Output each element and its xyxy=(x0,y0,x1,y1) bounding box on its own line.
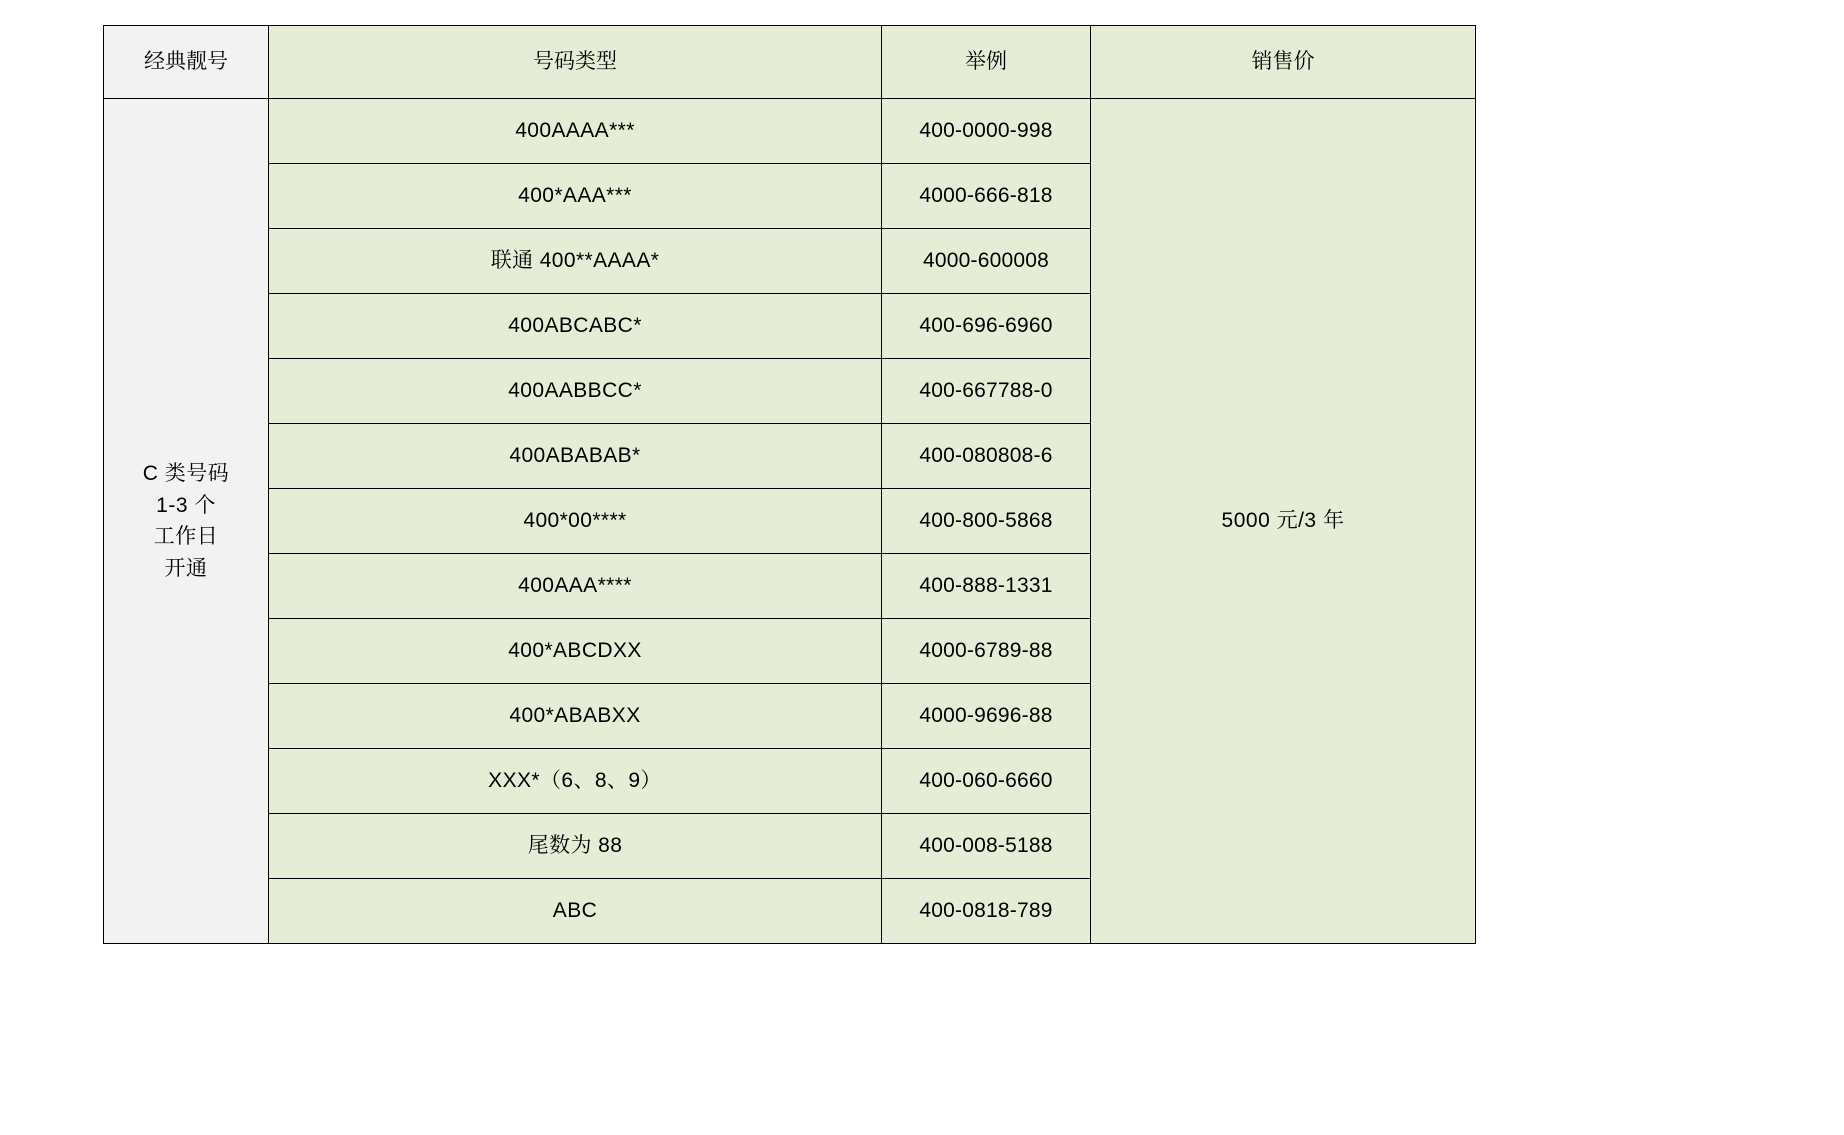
cell-example: 400-888-1331 xyxy=(882,554,1091,619)
cell-number-type: 400ABABAB* xyxy=(269,424,882,489)
label-line-1: C 类号码 xyxy=(142,462,230,485)
cell-example: 400-0818-789 xyxy=(882,879,1091,944)
cell-number-type: ABC xyxy=(269,879,882,944)
cell-example: 400-008-5188 xyxy=(882,814,1091,879)
cell-number-type: 尾数为 88 xyxy=(269,814,882,879)
cell-example: 400-060-6660 xyxy=(882,749,1091,814)
cell-price: 5000 元/3 年 xyxy=(1091,99,1476,944)
cell-example: 400-0000-998 xyxy=(882,99,1091,164)
cell-number-type: 400AABBCC* xyxy=(269,359,882,424)
cell-example: 4000-666-818 xyxy=(882,164,1091,229)
header-example: 举例 xyxy=(882,26,1091,99)
row-label-category xyxy=(104,99,269,944)
cell-number-type: 400AAA**** xyxy=(269,554,882,619)
table-row xyxy=(104,99,1476,164)
header-price: 销售价 xyxy=(1091,26,1476,99)
cell-number-type: 400ABCABC* xyxy=(269,294,882,359)
cell-example: 400-696-6960 xyxy=(882,294,1091,359)
pricing-table-container xyxy=(103,25,1475,944)
header-number-type: 号码类型 xyxy=(269,26,882,99)
header-label: 经典靓号 xyxy=(104,26,269,99)
cell-number-type: XXX*（6、8、9） xyxy=(269,749,882,814)
cell-number-type: 400*ABCDXX xyxy=(269,619,882,684)
cell-number-type: 400*ABABXX xyxy=(269,684,882,749)
label-line-4: 开通 xyxy=(164,556,208,580)
cell-example: 4000-6789-88 xyxy=(882,619,1091,684)
table-header-row xyxy=(104,26,1476,99)
cell-number-type: 400AAAA*** xyxy=(269,99,882,164)
pricing-table xyxy=(103,25,1476,944)
cell-number-type: 400*AAA*** xyxy=(269,164,882,229)
cell-example: 400-667788-0 xyxy=(882,359,1091,424)
label-line-3: 工作日 xyxy=(153,525,219,548)
label-line-2: 1-3 个 xyxy=(156,493,216,517)
cell-number-type: 联通 400**AAAA* xyxy=(269,229,882,294)
cell-example: 400-080808-6 xyxy=(882,424,1091,489)
cell-example: 400-800-5868 xyxy=(882,489,1091,554)
cell-number-type: 400*00**** xyxy=(269,489,882,554)
cell-example: 4000-9696-88 xyxy=(882,684,1091,749)
cell-example: 4000-600008 xyxy=(882,229,1091,294)
